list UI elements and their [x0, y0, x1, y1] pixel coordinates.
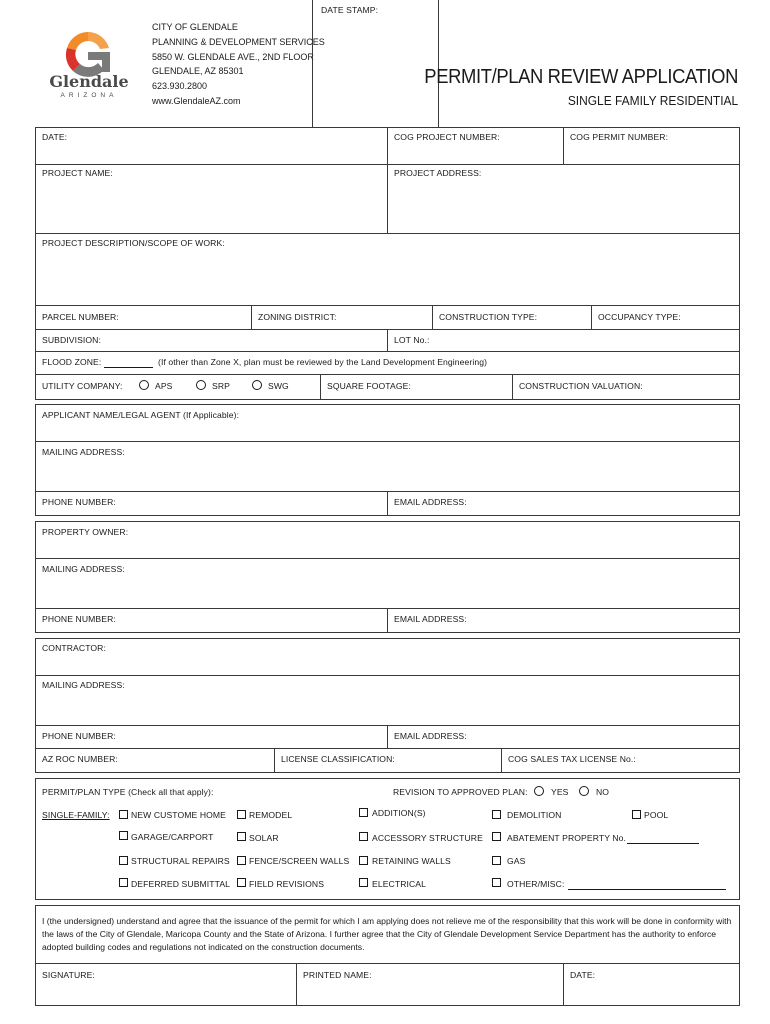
az-roc-number-field[interactable]: AZ ROC NUMBER: — [42, 754, 118, 764]
revision-yes-radio[interactable] — [534, 786, 544, 796]
remodel-label: REMODEL — [249, 810, 293, 820]
deferred-submittal-label: DEFERRED SUBMITTAL — [131, 879, 231, 889]
parcel-number-field[interactable]: PARCEL NUMBER: — [42, 312, 119, 322]
retaining-walls-label: RETAINING WALLS — [372, 856, 451, 866]
new-custome-home-label: NEW CUSTOME HOME — [131, 810, 227, 820]
contractor-field[interactable]: CONTRACTOR: — [42, 643, 106, 653]
garage-carport-checkbox[interactable] — [119, 831, 128, 840]
property-owner-field[interactable]: PROPERTY OWNER: — [42, 527, 129, 537]
applicant-email-field[interactable]: EMAIL ADDRESS: — [394, 497, 467, 507]
project-address-field[interactable]: PROJECT ADDRESS: — [394, 168, 482, 178]
aps-label: APS — [155, 381, 173, 391]
contractor-section — [35, 638, 740, 773]
structural-repairs-checkbox[interactable] — [119, 856, 128, 865]
certification-text: I (the undersigned) understand and agree that the issuance of the permit for which I am applying does not relieve me of the responsibility that this work will be done in conformity with the laws of the City of Glendale, Maricopa County and the State of Arizona. I further agree that the City of Glendale Development Service Department has the authority to enforce adopted building codes and regulations not indicated on the construction documents. — [42, 916, 732, 952]
signature-field[interactable]: SIGNATURE: — [42, 970, 95, 980]
revision-yes-label: YES — [551, 787, 569, 797]
aps-radio[interactable] — [139, 380, 149, 390]
org-line: CITY OF GLENDALE — [152, 22, 238, 32]
deferred-submittal-checkbox[interactable] — [119, 878, 128, 887]
fence-screen-walls-label: FENCE/SCREEN WALLS — [249, 856, 350, 866]
certification-date-field[interactable]: DATE: — [570, 970, 596, 980]
utility-company-label: UTILITY COMPANY: — [42, 381, 123, 391]
abatement-property-label: ABATEMENT PROPERTY No. — [507, 833, 627, 843]
logo-state: ARIZONA — [60, 92, 118, 99]
permit-type-heading: PERMIT/PLAN TYPE (Check all that apply): — [42, 787, 214, 797]
other-misc-input[interactable] — [568, 889, 726, 890]
org-line: GLENDALE, AZ 85301 — [152, 66, 244, 77]
license-classification-field[interactable]: LICENSE CLASSIFICATION: — [281, 754, 395, 764]
owner-email-field[interactable]: EMAIL ADDRESS: — [394, 614, 467, 624]
square-footage-field[interactable]: SQUARE FOOTAGE: — [327, 381, 411, 391]
cog-sales-tax-license-field[interactable]: COG SALES TAX LICENSE No.: — [508, 754, 636, 764]
flood-zone-label: FLOOD ZONE: — [42, 357, 102, 367]
org-line: 5850 W. GLENDALE AVE., 2ND FLOOR — [152, 51, 314, 62]
srp-label: SRP — [212, 381, 230, 391]
subdivision-field[interactable]: SUBDIVISION: — [42, 335, 101, 345]
printed-name-field[interactable]: PRINTED NAME: — [303, 970, 372, 980]
garage-carport-label: GARAGE/CARPORT — [131, 832, 214, 842]
accessory-structure-checkbox[interactable] — [359, 832, 368, 841]
zoning-district-field[interactable]: ZONING DISTRICT: — [258, 312, 337, 322]
additions-label: ADDITION(S) — [372, 808, 426, 818]
owner-phone-field[interactable]: PHONE NUMBER: — [42, 614, 116, 624]
accessory-structure-label: ACCESSORY STRUCTURE — [372, 833, 483, 843]
glendale-logo — [40, 26, 136, 104]
date-field[interactable]: DATE: — [42, 132, 68, 142]
gas-checkbox[interactable] — [492, 856, 501, 865]
pool-checkbox[interactable] — [632, 810, 641, 819]
revision-no-label: NO — [596, 787, 610, 797]
swg-label: SWG — [268, 381, 289, 391]
flood-zone-note: (If other than Zone X, plan must be reviewed by the Land Development Engineering) — [158, 357, 488, 367]
demolition-checkbox[interactable] — [492, 810, 501, 819]
remodel-checkbox[interactable] — [237, 810, 246, 819]
electrical-label: ELECTRICAL — [372, 879, 427, 889]
abatement-property-input[interactable] — [627, 843, 699, 844]
other-misc-checkbox[interactable] — [492, 878, 501, 887]
flood-zone-input[interactable] — [104, 367, 153, 368]
org-line: PLANNING & DEVELOPMENT SERVICES — [152, 36, 325, 47]
contractor-email-field[interactable]: EMAIL ADDRESS: — [394, 731, 467, 741]
pool-label: POOL — [644, 810, 669, 820]
field-revisions-label: FIELD REVISIONS — [249, 879, 325, 889]
owner-mailing-address-field[interactable]: MAILING ADDRESS: — [42, 564, 125, 574]
single-family-label: SINGLE-FAMILY: — [42, 810, 110, 820]
construction-type-field[interactable]: CONSTRUCTION TYPE: — [439, 312, 538, 322]
page-subtitle: SINGLE FAMILY RESIDENTIAL — [567, 93, 738, 108]
cog-permit-number-field[interactable]: COG PERMIT NUMBER: — [570, 132, 669, 142]
lot-number-field[interactable]: LOT No.: — [394, 335, 430, 345]
other-misc-label: OTHER/MISC: — [507, 879, 565, 889]
fence-screen-walls-checkbox[interactable] — [237, 856, 246, 865]
revision-no-radio[interactable] — [579, 786, 589, 796]
revision-label: REVISION TO APPROVED PLAN: — [393, 787, 528, 797]
applicant-mailing-address-field[interactable]: MAILING ADDRESS: — [42, 447, 125, 457]
structural-repairs-label: STRUCTURAL REPAIRS — [131, 856, 230, 866]
applicant-phone-field[interactable]: PHONE NUMBER: — [42, 497, 116, 507]
gas-label: GAS — [507, 856, 526, 866]
contractor-phone-field[interactable]: PHONE NUMBER: — [42, 731, 116, 741]
org-line: www.GlendaleAZ.com — [152, 96, 241, 106]
electrical-checkbox[interactable] — [359, 878, 368, 887]
date-stamp-box[interactable] — [312, 0, 439, 128]
construction-valuation-field[interactable]: CONSTRUCTION VALUATION: — [519, 381, 643, 391]
contractor-mailing-address-field[interactable]: MAILING ADDRESS: — [42, 680, 125, 690]
occupancy-type-field[interactable]: OCCUPANCY TYPE: — [598, 312, 681, 322]
swg-radio[interactable] — [252, 380, 262, 390]
srp-radio[interactable] — [196, 380, 206, 390]
cog-project-number-field[interactable]: COG PROJECT NUMBER: — [394, 132, 500, 142]
logo-wordmark: Glendale — [49, 72, 129, 91]
page-title: PERMIT/PLAN REVIEW APPLICATION — [424, 66, 738, 88]
new-custome-home-checkbox[interactable] — [119, 810, 128, 819]
date-stamp-label: DATE STAMP: — [321, 5, 379, 15]
solar-checkbox[interactable] — [237, 832, 246, 841]
org-line: 623.930.2800 — [152, 81, 208, 92]
abatement-property-checkbox[interactable] — [492, 832, 501, 841]
additions-checkbox[interactable] — [359, 808, 368, 817]
field-revisions-checkbox[interactable] — [237, 878, 246, 887]
project-name-field[interactable]: PROJECT NAME: — [42, 168, 113, 178]
project-description-field[interactable]: PROJECT DESCRIPTION/SCOPE OF WORK: — [42, 238, 225, 248]
demolition-label: DEMOLITION — [507, 810, 562, 820]
applicant-name-field[interactable]: APPLICANT NAME/LEGAL AGENT (If Applicable): — [42, 410, 240, 420]
retaining-walls-checkbox[interactable] — [359, 856, 368, 865]
solar-label: SOLAR — [249, 833, 279, 843]
